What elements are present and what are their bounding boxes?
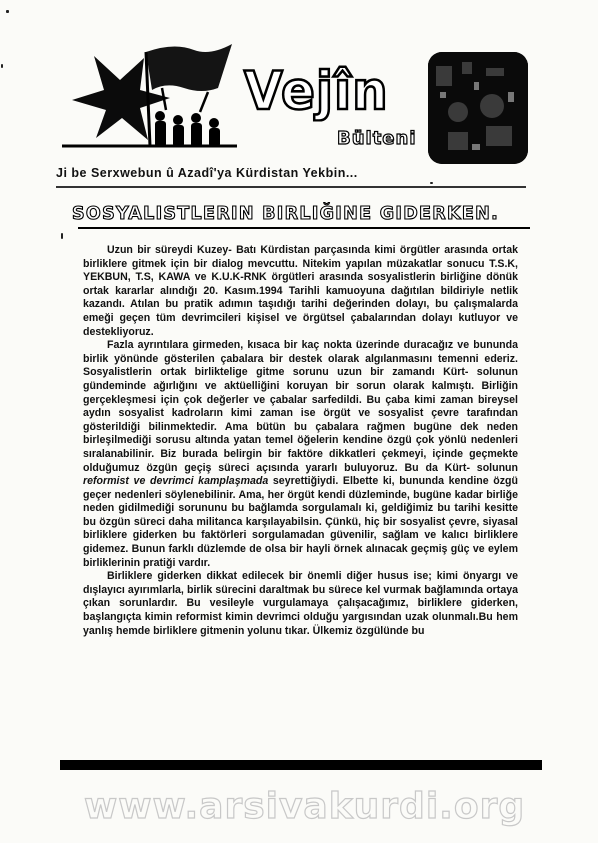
masthead-photo bbox=[428, 52, 528, 164]
title-underline bbox=[78, 227, 530, 229]
star-flag-logo bbox=[62, 28, 237, 158]
article-paragraph bbox=[83, 570, 518, 638]
paragraph-text: Birliklere giderken dikkat edilecek bir önemli diğer husus ise; kimi önyargı ve dışlayıcı ayırımlarla, birlik sürecini daraltmak bu sürece kel vurmak bağlamında ortaya çıkan sorunlardır. Bu vesileyle vurgulamaya çalışacağımız, birliklere giderken, başlangıçta kimin reformist kimin devrimci olduğu yargısından uzak olunmalı.Bu hem yanlış hemde birliklere gitmenin yolunu tıkar. Ülkemiz özgülünde bu bbox=[83, 570, 518, 637]
article-body bbox=[83, 244, 518, 748]
scan-speck bbox=[1, 64, 3, 68]
masthead-photo-image bbox=[428, 52, 528, 164]
scan-speck bbox=[6, 10, 9, 13]
bulletin-motto: Ji be Serxwebun û Azadî'ya Kürdistan Yekbin... bbox=[56, 166, 358, 180]
article-title: SOSYALISTLERIN BIRLIĞINE GIDERKEN. bbox=[72, 204, 500, 224]
bottom-divider-bar bbox=[60, 760, 542, 770]
bulletin-title: Vejîn bbox=[244, 60, 389, 122]
article-paragraph bbox=[83, 339, 518, 570]
scan-speck bbox=[61, 233, 63, 239]
paragraph-text: Uzun bir süreydi Kuzey- Batı Kürdistan parçasında kimi örgütler arasında ortak birliklere gitmek için bir dialog mevcuttu. Nitekim yapılan müzakatlar sonucu T.S.K, YEKBUN, T.S, KAWA ve K.U.K-RNK örgütleri arasında sosyalistlerin birliğine dönük ortak kararlar alındığı 20. Kasım.1994 Tarihli kamuoyuna dağıtılan bildiriyle netlik kazandı. Atılan bu pratik adımın taşıdığı tarihi değerinden dolayı, bu çalışmalarda emeği geçen tüm devrimcileri kişisel ve örgütsel çabalarından dolayı kutluyor ve destekliyoruz. bbox=[83, 244, 518, 338]
paragraph-text: seyrettiğiydi. Elbette ki, bununda kendine özgü geçer nedenleri söylenebilinir. Ama, her örgüt kendi düzleminde, bugüne kadar birliğe neden gidilmediği sorununu bu bağlamda sorgulamalı ki, geldiğimiz bu tarihi kesitte bu özgün süreci daha militanca karşılayabilsin. Çünkü, hiç bir sosyalist çevre, siyasal birliklere giderken bu faktörleri sorgulamadan güvenilir, sağlam ve kalıcı birliklere gidemez. Bunun farklı düzlemde de olsa bir hayli örnek alınacak geçmiş güç ve eylem birliklerinin pratiği vardır. bbox=[83, 475, 518, 569]
watermark: www.arsivakurdi.org bbox=[84, 786, 526, 827]
paragraph-emphasis: reformist ve devrimci kamplaşmada bbox=[83, 475, 269, 488]
scan-speck bbox=[430, 182, 433, 184]
article-paragraph bbox=[83, 244, 518, 339]
bulletin-subtitle: Bülteni bbox=[337, 128, 417, 149]
motto-divider bbox=[56, 186, 526, 188]
paragraph-text: Fazla ayrıntılara girmeden, kısaca bir kaç nokta üzerinde duracağız ve bununda birlik yönünde gösterilen çabalara bir destek olarak algılanmasını temenni ederiz. Sosyalistlerin ortak birliktelige gitme sorunu uzun bir zamandı Kürt- solunun gündeminde ağırlığını ve aktüelliğini koruyan bir sorun olarak kalmıştı. Birliğin gerçekleşmesi için çok değerler ve çabalar sarfedildi. Bu çaba kimi zaman bireysel aydın sosyalist kadroların kimi zaman ise örgüt ve sosyalist çevre tarafından gösterildiği bilinmektedir. Ama bütün bu çabalara rağmen bugüne dek neden birleşilmediği sorusu altında yatan temel öğelerin kendine özgü çok yönlü nedenleri sıralanabilinir. Biz burada belirgin bir faktöre dikkatleri çekmeyi, içinde geçmekte olduğumuz özgün geçiş süreci açısında yararlı buluyoruz. Bu da Kürt- solunun bbox=[83, 339, 518, 474]
